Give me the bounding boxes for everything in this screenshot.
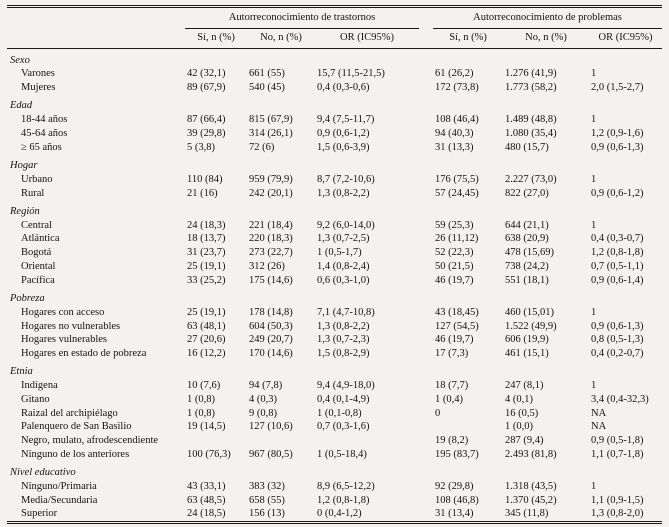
column-gap	[419, 320, 433, 334]
row-label: Hogares con acceso	[21, 306, 105, 318]
table-cell: 0,7 (0,3-1,6)	[317, 421, 370, 433]
table-cell: 460 (15,01)	[505, 306, 554, 318]
table-cell: 24 (18,5)	[187, 508, 226, 520]
table-cell: 59 (25,3)	[435, 219, 474, 231]
table-cell: 18 (7,7)	[435, 380, 469, 392]
table-cell: 175 (14,6)	[249, 274, 293, 286]
column-gap	[419, 380, 433, 394]
table-row	[7, 274, 662, 288]
table-cell: 221 (18,4)	[249, 219, 293, 231]
table-cell: 1 (0,8)	[187, 407, 215, 419]
column-gap	[419, 28, 433, 49]
table-cell: 87 (66,4)	[187, 114, 226, 126]
table-cell: 1	[591, 114, 597, 126]
header-trastornos-or: OR (IC95%)	[315, 28, 419, 49]
table-cell: 25 (19,1)	[187, 260, 226, 272]
table-cell: 9,4 (4,9-18,0)	[317, 380, 375, 392]
table-cell	[315, 434, 419, 448]
table-cell: 1 (0,8)	[187, 393, 215, 405]
row-label: Oriental	[21, 260, 56, 272]
column-group-row	[7, 7, 662, 29]
row-label: Gitano	[21, 393, 50, 405]
table-cell: 5 (3,8)	[187, 141, 215, 153]
column-gap	[419, 508, 433, 523]
table-cell: 42 (32,1)	[187, 68, 226, 80]
table-row	[7, 306, 662, 320]
table-row	[7, 480, 662, 494]
row-label: ≥ 65 años	[21, 141, 62, 153]
group-label: Pobreza	[10, 293, 45, 305]
table-cell: 1 (0,5-1,7)	[317, 247, 362, 259]
group-row	[7, 288, 662, 307]
table-cell: 94 (40,3)	[435, 127, 474, 139]
table-cell: 43 (33,1)	[187, 480, 226, 492]
row-label: Palenquero de San Basilio	[21, 421, 132, 433]
table-cell: 19 (14,5)	[187, 421, 226, 433]
row-label: 45-64 años	[21, 127, 68, 139]
table-cell: 1,3 (0,7-2,3)	[317, 334, 370, 346]
row-label: Indígena	[21, 380, 58, 392]
table-cell: 72 (6)	[249, 141, 275, 153]
table-cell: 1.318 (43,5)	[505, 480, 557, 492]
table-cell: 9,4 (7,5-11,7)	[317, 114, 375, 126]
table-cell: 480 (15,7)	[505, 141, 549, 153]
table-cell: 94 (7,8)	[249, 380, 283, 392]
table-cell: 31 (23,7)	[187, 247, 226, 259]
row-label: Ninguno de los anteriores	[21, 448, 130, 460]
table-cell: 0,9 (0,6-1,2)	[317, 127, 370, 139]
table-cell: 1.276 (41,9)	[505, 68, 557, 80]
group-row	[7, 95, 662, 114]
table-cell: 7,1 (4,7-10,8)	[317, 306, 375, 318]
table-cell: 638 (20,9)	[505, 233, 549, 245]
table-cell: 170 (14,6)	[249, 347, 293, 359]
column-gap	[419, 260, 433, 274]
table-cell: 24 (18,3)	[187, 219, 226, 231]
column-gap	[419, 247, 433, 261]
table-cell: 195 (83,7)	[435, 448, 479, 460]
table-cell	[247, 434, 315, 448]
header-problemas-or: OR (IC95%)	[589, 28, 662, 49]
column-gap	[419, 187, 433, 201]
table-cell: 1,3 (0,7-2,5)	[317, 233, 370, 245]
table-cell: 4 (0,3)	[249, 393, 277, 405]
table-cell: 1	[591, 480, 597, 492]
table-cell: 2.227 (73,0)	[505, 173, 557, 185]
table-cell: 540 (45)	[249, 81, 285, 93]
table-cell: 644 (21,1)	[505, 219, 549, 231]
group-row	[7, 155, 662, 174]
table-cell: 1,2 (0,8-1,8)	[317, 494, 370, 506]
table-row	[7, 81, 662, 95]
table-cell: 0,9 (0,6-1,2)	[591, 187, 644, 199]
table-cell: 815 (67,9)	[249, 114, 293, 126]
table-row	[7, 347, 662, 361]
table-cell: 31 (13,4)	[435, 508, 474, 520]
row-label: Hogares vulnerables	[21, 334, 108, 346]
column-gap	[419, 114, 433, 128]
table-row	[7, 393, 662, 407]
table-row	[7, 219, 662, 233]
group-label: Región	[10, 206, 40, 218]
row-label: Rural	[21, 187, 45, 199]
table-header	[7, 7, 662, 49]
table-cell: 108 (46,4)	[435, 114, 479, 126]
column-group-trastornos: Autorreconocimiento de trastornos	[185, 7, 419, 29]
column-gap	[419, 219, 433, 233]
column-gap	[419, 274, 433, 288]
table-cell: 1,4 (0,8-2,4)	[317, 260, 370, 272]
table-cell: 249 (20,7)	[249, 334, 293, 346]
row-label: Varones	[21, 68, 55, 80]
table-cell: 17 (7,3)	[435, 347, 469, 359]
column-gap	[419, 421, 433, 435]
table-cell: NA	[591, 421, 607, 433]
table-row	[7, 260, 662, 274]
table-cell: 822 (27,0)	[505, 187, 549, 199]
table-row	[7, 380, 662, 394]
table-cell: 1	[591, 306, 597, 318]
table-cell: 33 (25,2)	[187, 274, 226, 286]
column-gap	[419, 306, 433, 320]
table-cell: 9,2 (6,0-14,0)	[317, 219, 375, 231]
table-cell: 1	[591, 68, 597, 80]
table-cell: NA	[591, 407, 607, 419]
stats-table	[7, 5, 662, 524]
table-cell: 0 (0,4-1,2)	[317, 508, 362, 520]
table-cell: 604 (50,3)	[249, 320, 293, 332]
column-gap	[419, 233, 433, 247]
row-label: Bogotá	[21, 247, 52, 259]
table-cell: 92 (29,8)	[435, 480, 474, 492]
table-cell: 1,2 (0,9-1,6)	[591, 127, 644, 139]
group-label: Sexo	[10, 54, 30, 66]
table-cell: 18 (13,7)	[187, 233, 226, 245]
table-cell: 9 (0,8)	[249, 407, 277, 419]
table-row	[7, 434, 662, 448]
group-row	[7, 49, 662, 68]
table-cell: 10 (7,6)	[187, 380, 221, 392]
table-cell: 156 (13)	[249, 508, 285, 520]
table-cell: 0,4 (0,2-0,7)	[591, 347, 644, 359]
column-gap	[419, 480, 433, 494]
table-row	[7, 68, 662, 82]
table-cell: 63 (48,1)	[187, 320, 226, 332]
table-cell: 220 (18,3)	[249, 233, 293, 245]
table-cell: 0	[435, 407, 441, 419]
table-row	[7, 114, 662, 128]
column-group-problemas: Autorreconocimiento de problemas	[433, 7, 662, 29]
table-row	[7, 173, 662, 187]
row-label: Negro, mulato, afrodescendiente	[21, 434, 159, 446]
table-cell: 1	[591, 173, 597, 185]
column-gap	[419, 173, 433, 187]
table-cell: 50 (21,5)	[435, 260, 474, 272]
table-cell: 8,7 (7,2-10,6)	[317, 173, 375, 185]
row-label: Raizal del archipiélago	[21, 407, 118, 419]
table-cell: 57 (24,45)	[435, 187, 479, 199]
table-row	[7, 141, 662, 155]
column-gap	[419, 494, 433, 508]
table-row	[7, 320, 662, 334]
table-cell: 15,7 (11,5-21,5)	[317, 68, 385, 80]
group-row	[7, 201, 662, 220]
table-row	[7, 247, 662, 261]
table-cell: 606 (19,9)	[505, 334, 549, 346]
table-cell: 16 (12,2)	[187, 347, 226, 359]
table-cell: 1	[591, 380, 597, 392]
table-cell: 178 (14,8)	[249, 306, 293, 318]
header-trastornos-no: No, n (%)	[247, 28, 315, 49]
table-cell: 658 (55)	[249, 494, 285, 506]
table-cell: 8,9 (6,5-12,2)	[317, 480, 375, 492]
table-cell: 0,9 (0,6-1,4)	[591, 274, 644, 286]
column-gap	[419, 334, 433, 348]
table-row	[7, 508, 662, 523]
table-cell: 39 (29,8)	[187, 127, 226, 139]
row-label: Superior	[21, 508, 58, 520]
table-cell: 967 (80,5)	[249, 448, 293, 460]
table-cell: 0,4 (0,3-0,6)	[317, 81, 370, 93]
group-row	[7, 462, 662, 481]
table-cell: 176 (75,5)	[435, 173, 479, 185]
table-cell: 63 (48,5)	[187, 494, 226, 506]
table-cell: 100 (76,3)	[187, 448, 231, 460]
table-cell: 1.773 (58,2)	[505, 81, 557, 93]
row-label: Mujeres	[21, 81, 56, 93]
table-cell: 110 (84)	[187, 173, 223, 185]
table-cell: 0,9 (0,5-1,8)	[591, 434, 644, 446]
table-cell: 551 (18,1)	[505, 274, 549, 286]
table-row	[7, 421, 662, 435]
column-gap	[419, 347, 433, 361]
table-cell: 461 (15,1)	[505, 347, 549, 359]
row-label: Atlántica	[21, 233, 60, 245]
table-cell: 16 (0,5)	[505, 407, 539, 419]
table-cell: 0,8 (0,5-1,3)	[591, 334, 644, 346]
table-cell: 1 (0,1-0,8)	[317, 407, 362, 419]
table-cell: 127 (10,6)	[249, 421, 293, 433]
header-problemas-si: Sí, n (%)	[433, 28, 503, 49]
table-cell: 1.489 (48,8)	[505, 114, 557, 126]
table-cell: 127 (54,5)	[435, 320, 479, 332]
table-cell: 1,1 (0,7-1,8)	[591, 448, 644, 460]
table-row	[7, 494, 662, 508]
table-row	[7, 233, 662, 247]
table-cell: 273 (22,7)	[249, 247, 293, 259]
column-gap	[419, 393, 433, 407]
table-cell: 25 (19,1)	[187, 306, 226, 318]
table-row	[7, 407, 662, 421]
column-gap	[419, 7, 433, 29]
table-cell: 2,0 (1,5-2,7)	[591, 81, 644, 93]
table-cell: 959 (79,9)	[249, 173, 293, 185]
table-row	[7, 187, 662, 201]
table-row	[7, 127, 662, 141]
column-gap	[419, 81, 433, 95]
table-body	[7, 49, 662, 523]
table-cell: 1,1 (0,9-1,5)	[591, 494, 644, 506]
table-row	[7, 448, 662, 462]
row-label: Hogares en estado de pobreza	[21, 347, 147, 359]
table-cell: 1 (0,4)	[435, 393, 463, 405]
table-cell: 26 (11,12)	[435, 233, 479, 245]
table-cell: 1,3 (0,8-2,2)	[317, 187, 370, 199]
table-cell: 314 (26,1)	[249, 127, 293, 139]
group-label: Edad	[10, 100, 33, 112]
table-cell: 27 (20,6)	[187, 334, 226, 346]
table-cell: 1,5 (0,6-3,9)	[317, 141, 370, 153]
table-cell: 478 (15,69)	[505, 247, 554, 259]
table-cell: 89 (67,9)	[187, 81, 226, 93]
table-cell: 61 (26,2)	[435, 68, 474, 80]
table-cell: 1,3 (0,8-2,2)	[317, 320, 370, 332]
row-label: Hogares no vulnerables	[21, 320, 121, 332]
table-cell: 345 (11,8)	[505, 508, 549, 520]
sub-header-row	[7, 28, 662, 49]
row-label: 18-44 años	[21, 114, 68, 126]
table-cell: 1	[591, 219, 597, 231]
table-row	[7, 334, 662, 348]
table-cell: 1 (0,5-18,4)	[317, 448, 367, 460]
table-cell: 242 (20,1)	[249, 187, 293, 199]
table-cell: 1,3 (0,8-2,0)	[591, 508, 644, 520]
table-cell: 0,9 (0,6-1,3)	[591, 320, 644, 332]
column-gap	[419, 68, 433, 82]
row-label: Media/Secundaria	[21, 494, 98, 506]
table-cell: 1,5 (0,8-2,9)	[317, 347, 370, 359]
column-gap	[419, 127, 433, 141]
table-cell: 0,7 (0,5-1,1)	[591, 260, 644, 272]
row-label: Ninguno/Primaria	[21, 480, 97, 492]
table-cell: 43 (18,45)	[435, 306, 479, 318]
table-cell: 0,4 (0,1-4,9)	[317, 393, 370, 405]
column-gap	[419, 407, 433, 421]
table-cell: 46 (19,7)	[435, 334, 474, 346]
table-cell: 172 (73,8)	[435, 81, 479, 93]
table-cell: 1,2 (0,8-1,8)	[591, 247, 644, 259]
column-gap	[419, 448, 433, 462]
table-cell: 1.080 (35,4)	[505, 127, 557, 139]
table-cell: 0,4 (0,3-0,7)	[591, 233, 644, 245]
table-cell: 738 (24,2)	[505, 260, 549, 272]
table-cell: 4 (0,1)	[505, 393, 533, 405]
table-cell: 247 (8,1)	[505, 380, 544, 392]
group-label: Etnia	[10, 366, 33, 378]
column-gap	[419, 434, 433, 448]
table-cell	[433, 421, 503, 435]
table-cell: 2.493 (81,8)	[505, 448, 557, 460]
table-cell: 312 (26)	[249, 260, 285, 272]
header-problemas-no: No, n (%)	[503, 28, 589, 49]
table-cell: 383 (32)	[249, 480, 285, 492]
table-cell: 108 (46,8)	[435, 494, 479, 506]
table-cell: 0,6 (0,3-1,0)	[317, 274, 370, 286]
table-cell: 1.370 (45,2)	[505, 494, 557, 506]
table-cell: 1.522 (49,9)	[505, 320, 557, 332]
row-label: Urbano	[21, 173, 53, 185]
header-trastornos-si: Sí, n (%)	[185, 28, 247, 49]
header-blank-cell	[7, 28, 185, 49]
table-cell	[185, 434, 247, 448]
table-cell: 21 (16)	[187, 187, 218, 199]
row-label: Central	[21, 219, 52, 231]
table-cell: 3,4 (0,4-32,3)	[591, 393, 649, 405]
table-cell: 31 (13,3)	[435, 141, 474, 153]
header-blank-cell	[7, 7, 185, 29]
table-cell: 19 (8,2)	[435, 434, 469, 446]
table-cell: 46 (19,7)	[435, 274, 474, 286]
group-row	[7, 361, 662, 380]
table-cell: 661 (55)	[249, 68, 285, 80]
group-label: Nivel educativo	[10, 467, 76, 479]
column-gap	[419, 141, 433, 155]
group-label: Hogar	[10, 160, 38, 172]
row-label: Pacífica	[21, 274, 55, 286]
table-cell: 0,9 (0,6-1,3)	[591, 141, 644, 153]
table-cell: 1 (0,0)	[505, 421, 533, 433]
table-cell: 52 (22,3)	[435, 247, 474, 259]
table-cell: 287 (9,4)	[505, 434, 544, 446]
